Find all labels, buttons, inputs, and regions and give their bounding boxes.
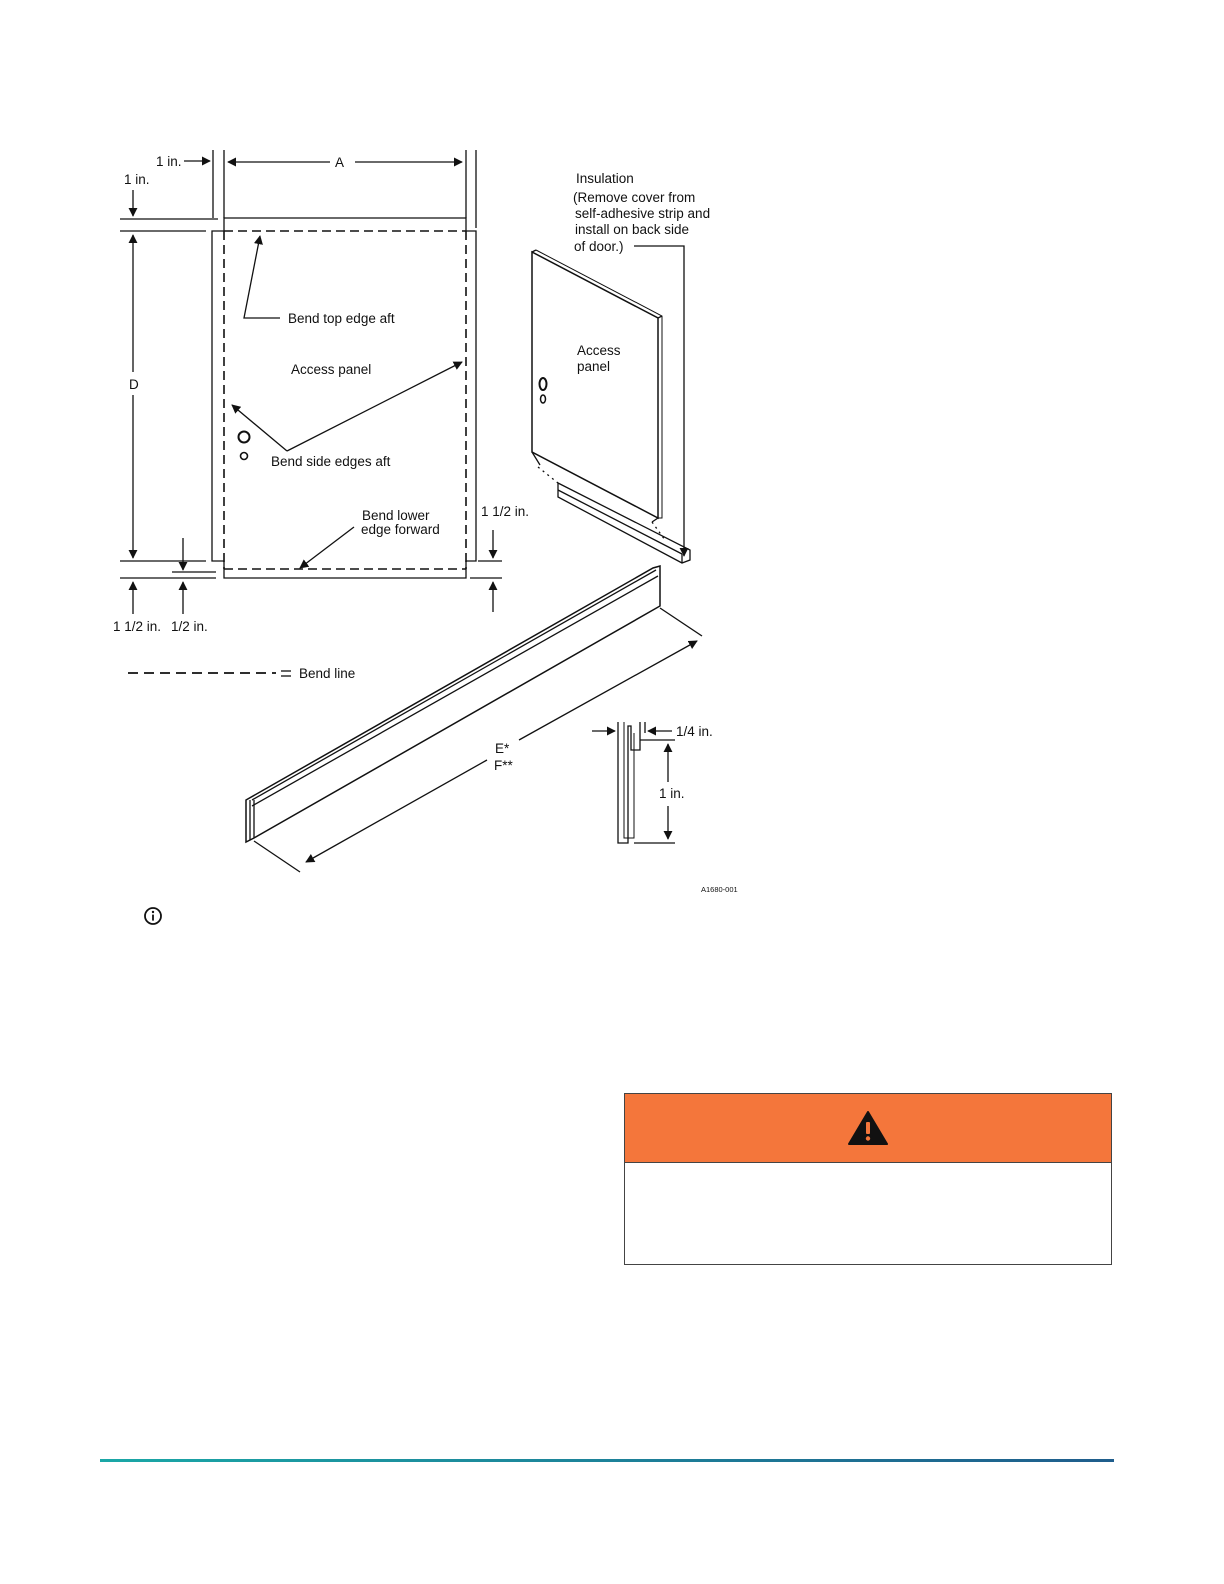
label-bend-sides: Bend side edges aft [271,454,391,469]
label-bend-line: Bend line [299,666,356,681]
label-1-1-2-right: 1 1/2 in. [481,504,530,519]
label-insulation-3: install on back side [575,222,690,237]
label-access-3d-1: Access [577,343,621,358]
figure-id: A1680-001 [701,885,738,894]
label-insulation-2: self-adhesive strip and [575,206,711,221]
label-bend-lower-2: edge forward [361,522,440,537]
warning-body [625,1163,1111,1266]
label-1-1-2-left: 1 1/2 in. [113,619,162,634]
label-insulation-4: of door.) [574,239,624,254]
label-1in-side: 1 in. [156,154,182,169]
label-insulation-1: (Remove cover from [573,190,696,205]
label-access-3d-2: panel [577,359,611,374]
label-access-panel: Access panel [291,362,372,377]
warning-header [625,1094,1111,1163]
label-d: D [129,377,139,392]
label-1-4: 1/4 in. [676,724,713,739]
label-f: F** [494,758,513,773]
channel-section [618,722,640,843]
label-1in-top: 1 in. [124,172,150,187]
insulation-strip [246,566,660,842]
label-bend-top: Bend top edge aft [288,311,395,326]
warning-box [624,1093,1112,1265]
label-a: A [335,155,345,170]
label-1in-channel: 1 in. [659,786,685,801]
label-1-2: 1/2 in. [171,619,208,634]
footer-rule [100,1459,1114,1462]
label-insulation: Insulation [576,171,634,186]
info-circle-icon [143,906,163,926]
warning-triangle-icon [847,1110,889,1146]
access-panel-3d [532,252,658,518]
label-e: E* [495,741,510,756]
label-bend-lower-1: Bend lower [362,508,430,523]
